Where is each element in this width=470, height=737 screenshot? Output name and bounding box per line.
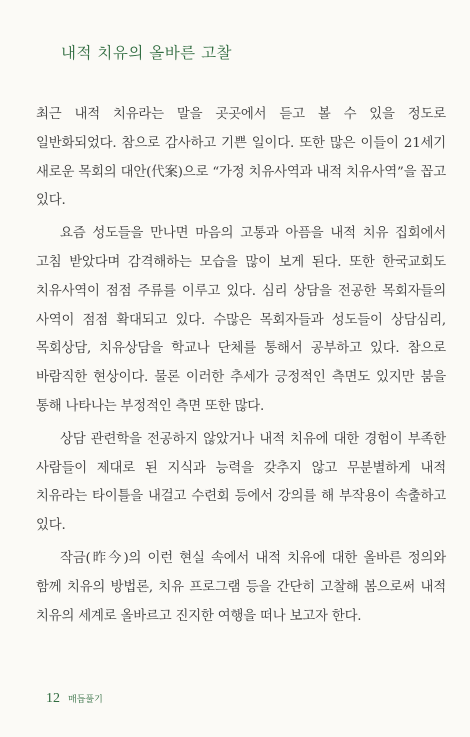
running-title: 매듭풀기 xyxy=(68,695,103,705)
paragraph: 요즘 성도들을 만나면 마음의 고통과 아픔을 내적 치유 집회에서 고침 받았다며 감격해하는 모습을 많이 보게 된다. 또한 한국교회도 치유사역이 점점 주류를 이루고 있다. 심리 상담을 전공한 목회자들의 사역이 점점 확대되고 있다. 수많은 목회자들과 성도들이 상담심리, 목회상담, 치유상담을 학교나 단체를 통해서 공부하고 있다. 참으로 바람직한 현상이다. 물론 이러한 추세가 긍정적인 측면도 있지만 붐을 통해 나타나는 부정적인 측면 또한 많다. xyxy=(36,226,446,414)
paragraph: 상담 관련학을 전공하지 않았거나 내적 치유에 대한 경험이 부족한 사람들이 제대로 된 지식과 능력을 갖추지 않고 무분별하게 내적 치유라는 타이틀을 내걸고 수련회 등에서 강의를 해 부작용이 속출하고 있다. xyxy=(36,431,446,534)
paragraph: 작금(昨今)의 이런 현실 속에서 내적 치유에 대한 올바른 정의와 함께 치유의 방법론, 치유 프로그램 등을 간단히 고찰해 봄으로써 내적 치유의 세계로 올바르고 진지한 여행을 떠나 보고자 한다. xyxy=(36,550,446,624)
body-text xyxy=(36,101,446,631)
page-number: 12 xyxy=(46,691,60,706)
paragraph: 최근 내적 치유라는 말을 곳곳에서 듣고 볼 수 있을 정도로 일반화되었다. 참으로 감사하고 기쁜 일이다. 또한 많은 이들이 21세기 새로운 목회의 대안(代案)으로 “가정 치유사역과 내적 치유사역”을 꼽고 있다. xyxy=(36,107,446,209)
page-footer xyxy=(46,691,103,707)
section-heading: 내적 치유의 올바른 고찰 xyxy=(61,44,233,62)
